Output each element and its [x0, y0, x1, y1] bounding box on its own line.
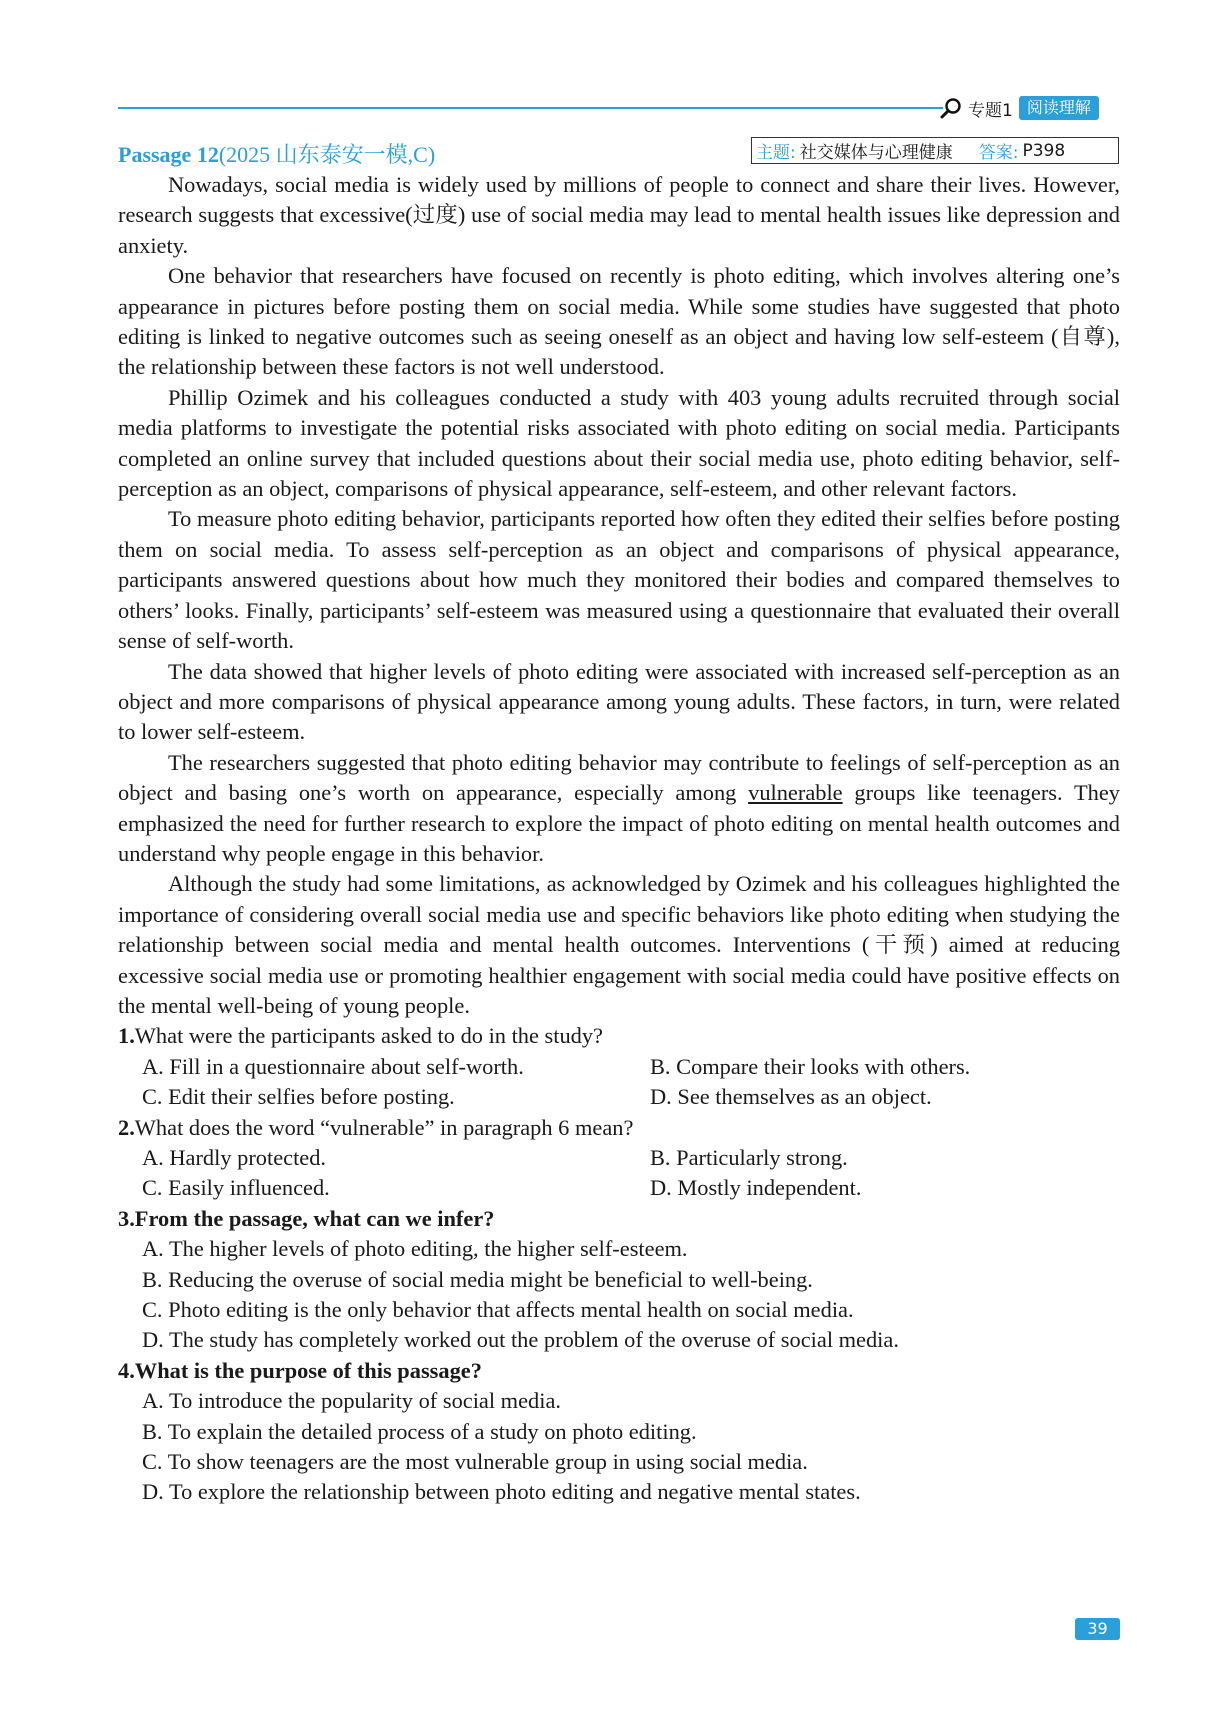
paragraph-3: Phillip Ozimek and his colleagues conducted a study with 403 young adults recruited through social media platforms to investigate the potential risks associated with photo editing on social media. Participants completed an online survey that included questions about their social media use, photo editing behavior, self-perception as an object, comparisons of physical appearance, self-esteem, and other relevant factors. — [118, 384, 1120, 502]
option: B. Compare their looks with others. — [650, 1053, 971, 1079]
question-4-options — [118, 1386, 1120, 1508]
theme-box — [751, 137, 1119, 164]
topic-tag: 阅读理解 — [1019, 96, 1099, 120]
running-header — [940, 95, 1099, 121]
question-1: 1.What were the participants asked to do in the study? — [118, 1023, 603, 1049]
option: D. The study has completely worked out the problem of the overuse of social media. — [142, 1327, 899, 1353]
option: C. To show teenagers are the most vulnerable group in using social media. — [142, 1449, 808, 1475]
answer-label: 答案: — [978, 143, 1019, 163]
question-3: 3.From the passage, what can we infer? — [118, 1205, 495, 1231]
passage-body — [118, 170, 1120, 1508]
question-2: 2.What does the word “vulnerable” in paragraph 6 mean? — [118, 1114, 634, 1140]
section-label: 专题1 — [968, 100, 1013, 121]
option: A. The higher levels of photo editing, the higher self-esteem. — [142, 1236, 688, 1262]
option: A. Hardly protected. — [142, 1145, 327, 1170]
page-number: 39 — [1075, 1618, 1120, 1640]
theme-text: 社交媒体与心理健康 — [799, 143, 953, 163]
option: B. Particularly strong. — [650, 1145, 848, 1170]
paragraph-1: Nowadays, social media is widely used by millions of people to connect and share their lives. However, research suggests that excessive(过度) use of social media may lead to mental health issues like depression and anxiety. — [118, 172, 1120, 258]
paragraph-6: The researchers suggested that photo editing behavior may contribute to feelings of self-perception as an object and basing one’s worth on appearance, especially among vulnerable groups like teenagers. They emphasized the need for further research to explore the impact of photo editing on mental health outcomes and understand why people engage in this behavior. — [118, 749, 1120, 866]
passage-title — [118, 138, 435, 169]
option: B. Reducing the overuse of social media might be beneficial to well-being. — [142, 1266, 813, 1292]
paragraph-4: To measure photo editing behavior, participants reported how often they edited their selfies before posting them on social media. To assess self-perception as an object and comparisons of physical appearance, participants answered questions about how much they monitored their bodies and compared themselves to others’ looks. Finally, participants’ self-esteem was measured using a questionnaire that evaluated their overall sense of self-worth. — [118, 506, 1120, 654]
magnifier-icon — [940, 97, 962, 119]
option: D. To explore the relationship between photo editing and negative mental states. — [142, 1479, 861, 1505]
paragraph-2: One behavior that researchers have focused on recently is photo editing, which involves altering one’s appearance in pictures before posting them on social media. While some studies have suggested that photo editing is linked to negative outcomes such as seeing oneself as an object and having low self-esteem (自尊), the relationship between these factors is not well understood. — [118, 263, 1120, 380]
question-2-options — [118, 1143, 1120, 1204]
option: C. Easily influenced. — [142, 1175, 330, 1201]
option: C. Edit their selfies before posting. — [142, 1084, 455, 1110]
question-4: 4.What is the purpose of this passage? — [118, 1357, 482, 1383]
option: B. To explain the detailed process of a study on photo editing. — [142, 1418, 697, 1444]
paragraph-7: Although the study had some limitations, as acknowledged by Ozimek and his colleagues highlighted the importance of considering overall social media use and specific behaviors like photo editing when studying the relationship between social media and mental health outcomes. Interventions (干预) aimed at reducing excessive social media use or promoting healthier engagement with social media could have positive effects on the mental well-being of young people. — [118, 871, 1120, 1018]
underlined-word: vulnerable — [748, 780, 843, 806]
answer-page: P398 — [1022, 140, 1066, 161]
passage-number: Passage 12 — [118, 142, 219, 167]
question-1-options — [118, 1052, 1120, 1113]
passage-source: (2025 山东泰安一模,C) — [218, 142, 436, 167]
header-rule — [118, 107, 943, 109]
option: A. To introduce the popularity of social media. — [142, 1388, 561, 1414]
theme-label: 主题: — [756, 143, 796, 163]
option: A. Fill in a questionnaire about self-worth. — [142, 1053, 524, 1079]
option: D. Mostly independent. — [650, 1175, 862, 1201]
paragraph-5: The data showed that higher levels of photo editing were associated with increased self-perception as an object and more comparisons of physical appearance among young adults. These factors, in turn, were related to lower self-esteem. — [118, 658, 1120, 745]
option: C. Photo editing is the only behavior that affects mental health on social media. — [142, 1297, 854, 1323]
option: D. See themselves as an object. — [650, 1084, 932, 1110]
question-3-options — [118, 1234, 1120, 1356]
